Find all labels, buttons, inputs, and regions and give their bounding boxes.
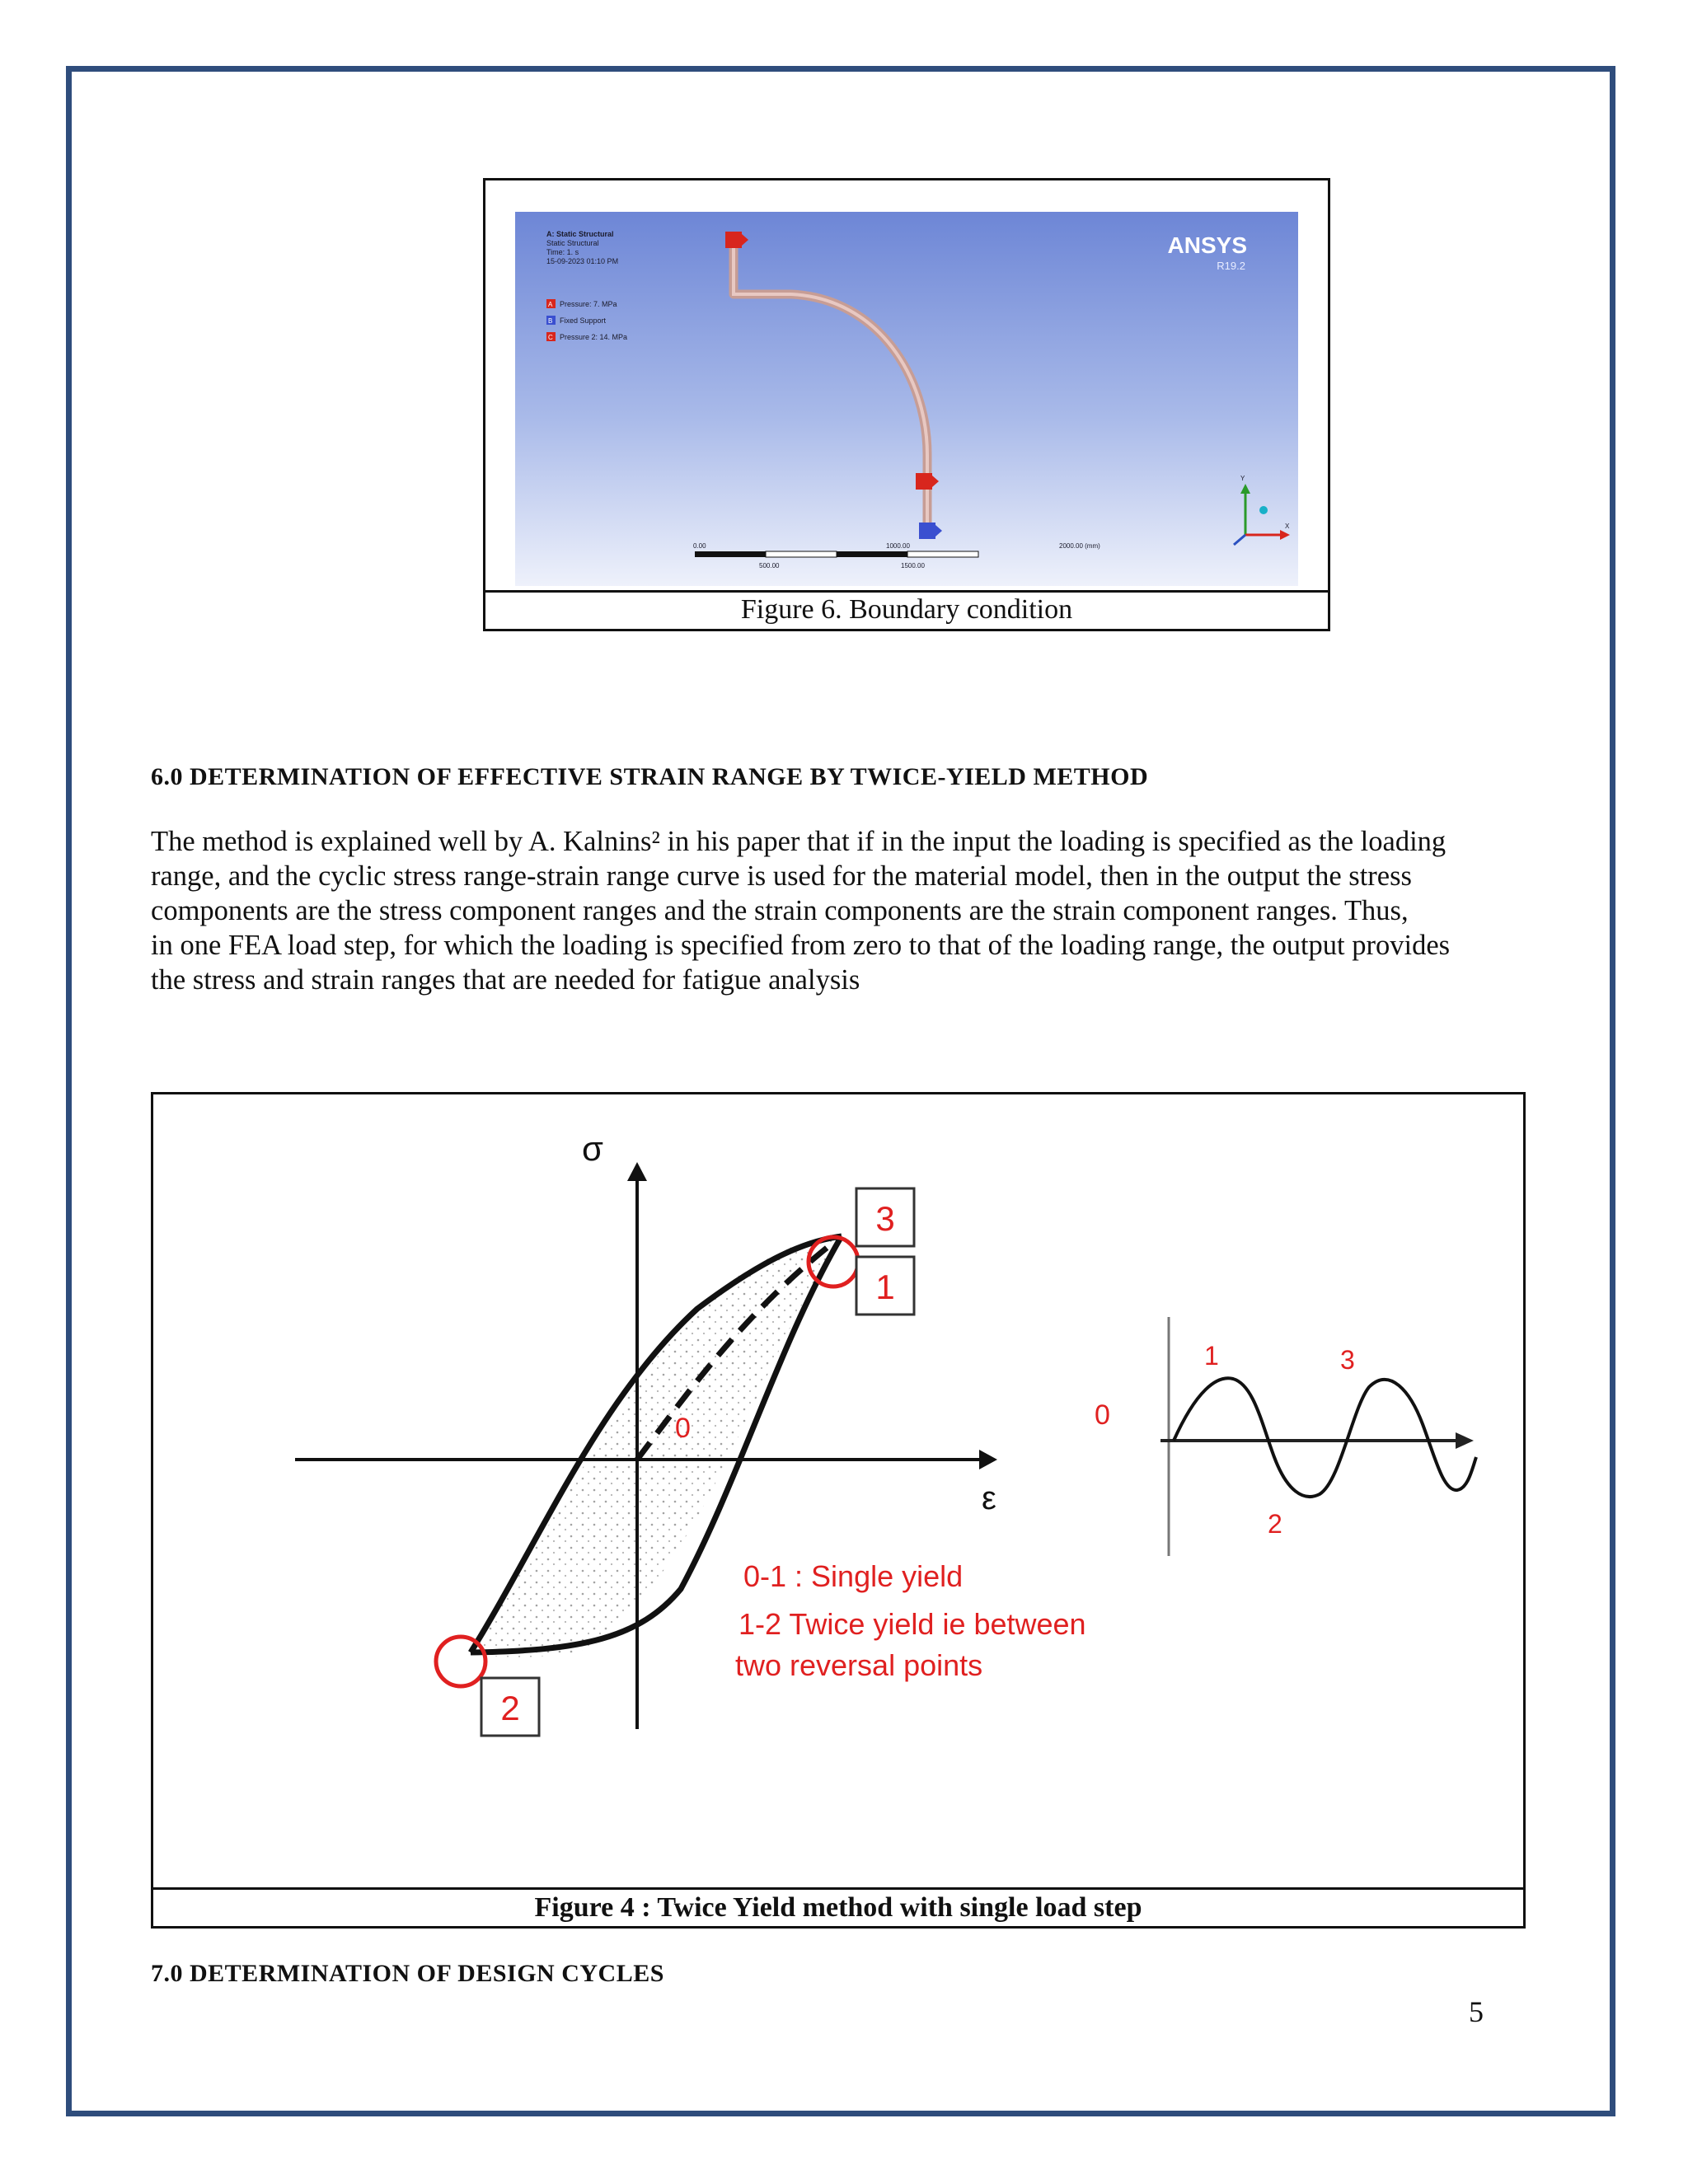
legend-item-b: Fixed Support [560, 316, 607, 325]
scale-segment [766, 551, 837, 557]
marker-c [916, 473, 932, 490]
triad-x-label: X [1285, 523, 1290, 530]
triad-y-label: Y [1240, 475, 1245, 482]
wave-label-3: 3 [1340, 1345, 1355, 1375]
wave-label-2: 2 [1268, 1509, 1282, 1539]
viewport-background [515, 212, 1298, 586]
legend-title: A: Static Structural [546, 230, 614, 238]
marker-a [725, 232, 742, 248]
figure-6 [483, 178, 1330, 631]
note-twice-yield: 1-2 Twice yield ie between [738, 1607, 1086, 1641]
twice-yield-diagram [153, 1094, 1523, 1889]
wave-axis-arrow [1456, 1432, 1474, 1449]
paragraph-line: range, and the cyclic stress range-strain range curve is used for the material model, then in the output the stress [151, 860, 1412, 892]
legend-line: 15-09-2023 01:10 PM [546, 257, 619, 265]
label-box-2-text: 2 [500, 1689, 520, 1727]
epsilon-label: ε [982, 1480, 996, 1516]
epsilon-axis-arrow [979, 1450, 997, 1469]
legend-line: Static Structural [546, 239, 599, 247]
note-single-yield: 0-1 : Single yield [743, 1559, 964, 1593]
marker-b [919, 523, 935, 539]
loop-shading [471, 1236, 842, 1657]
figure-6-caption: Figure 6. Boundary condition [485, 590, 1328, 629]
scale-label: 0.00 [693, 542, 706, 550]
section-6-heading: 6.0 DETERMINATION OF EFFECTIVE STRAIN RANGE BY TWICE-YIELD METHOD [151, 763, 1149, 790]
ansys-version: R19.2 [1217, 260, 1245, 272]
paragraph-line: components are the stress component ranges and the strain components are the strain component ranges. Thus, [151, 895, 1409, 926]
scale-segment [907, 551, 978, 557]
loading-sine-wave [1174, 1378, 1476, 1497]
page-number: 5 [1469, 1995, 1484, 2028]
legend-line: Time: 1. s [546, 248, 579, 256]
figure-4 [151, 1092, 1526, 1929]
paragraph-line: in one FEA load step, for which the loading is specified from zero to that of the loading range, the output provides [151, 930, 1451, 961]
wave-label-1: 1 [1204, 1341, 1219, 1371]
label-box-1-text: 1 [875, 1268, 895, 1306]
sigma-axis-arrow [627, 1162, 647, 1181]
triad-center-dot [1259, 506, 1268, 514]
note-reversal-points: two reversal points [735, 1648, 983, 1682]
section-6-paragraph [151, 824, 1552, 997]
label-box-3-text: 3 [875, 1199, 895, 1238]
scale-label: 2000.00 (mm) [1059, 542, 1100, 550]
reversal-point-marker-2 [436, 1637, 485, 1686]
scale-segment [695, 551, 766, 557]
legend-key-b: B [548, 317, 553, 325]
ansys-viewport [515, 212, 1298, 586]
legend-item-a: Pressure: 7. MPa [560, 300, 617, 308]
section-7-heading: 7.0 DETERMINATION OF DESIGN CYCLES [151, 1960, 664, 1987]
scale-label: 1500.00 [901, 562, 925, 569]
scale-segment [837, 551, 907, 557]
legend-item-c: Pressure 2: 14. MPa [560, 333, 628, 341]
origin-label: 0 [675, 1413, 691, 1444]
sigma-label: σ [582, 1129, 603, 1168]
ansys-logo: ANSYS [1167, 232, 1247, 258]
legend-key-c: C [548, 334, 553, 341]
legend-key-a: A [548, 301, 553, 308]
paragraph-line: the stress and strain ranges that are needed for fatigue analysis [151, 964, 860, 996]
paragraph-line: The method is explained well by A. Kalnins² in his paper that if in the input the loading is specified as the loading [151, 826, 1447, 857]
scale-label: 500.00 [759, 562, 780, 569]
figure-4-caption: Figure 4 : Twice Yield method with single load step [153, 1887, 1523, 1926]
scale-label: 1000.00 [886, 542, 910, 550]
wave-label-0: 0 [1095, 1399, 1110, 1431]
